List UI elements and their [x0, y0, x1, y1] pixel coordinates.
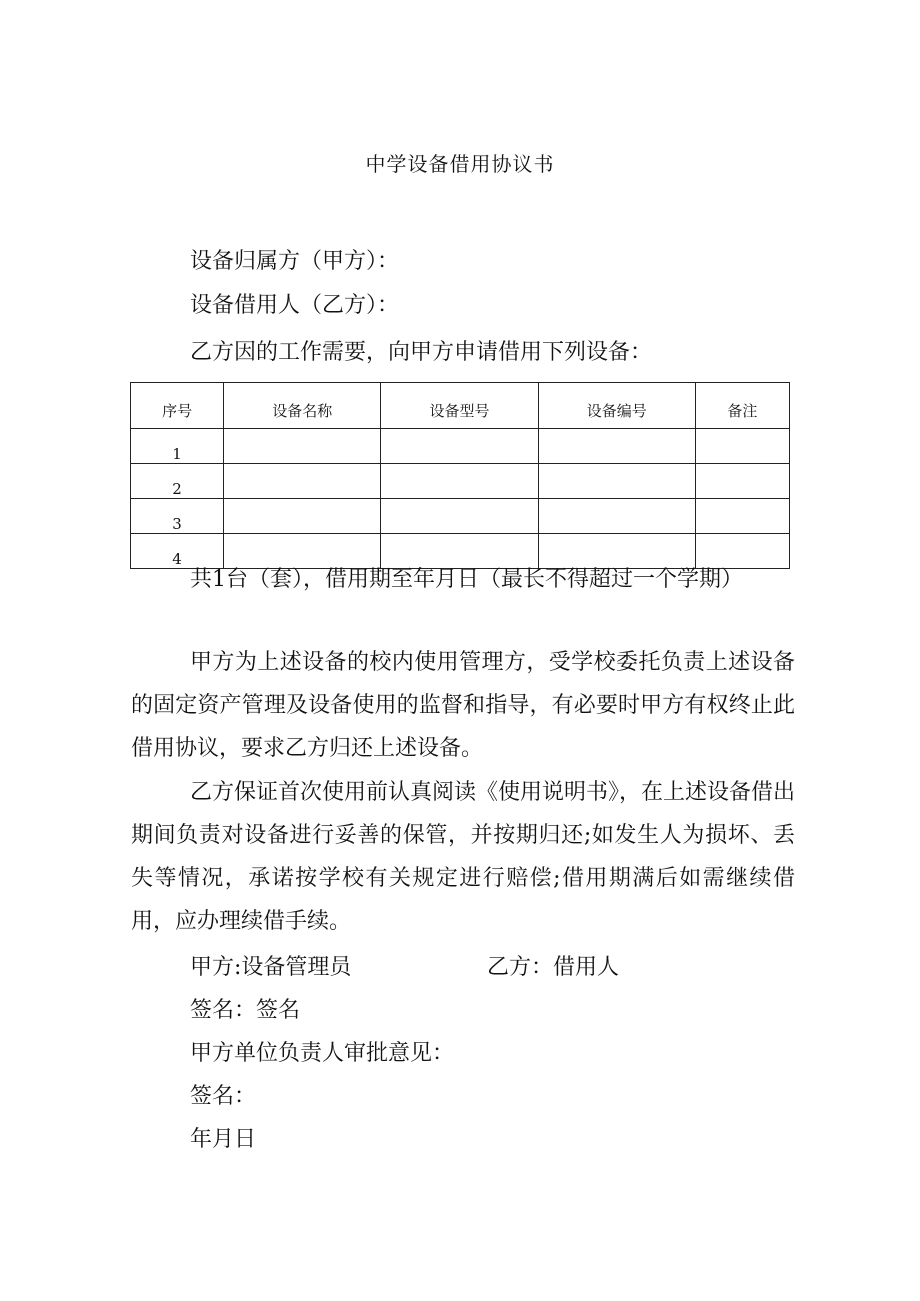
borrow-period-paragraph: 共1台（套），借用期至年月日（最长不得超过一个学期）: [190, 567, 743, 592]
party-b-paragraph: 乙方保证首次使用前认真阅读《使用说明书》，在上述设备借出期间负责对设备进行妥善的保管，并按期归还;如发生人为损坏、丢失等情况，承诺按学校有关规定进行赔偿;借用期满后如需继续借用，应办理续借手续。: [131, 780, 796, 934]
table-row: [131, 464, 790, 499]
owner-line: 设备归属方（甲方）：: [190, 249, 400, 274]
cell-remarks: [695, 499, 789, 534]
cell-remarks: [695, 429, 789, 464]
row-index: 3: [131, 499, 224, 534]
cell-equipment-number: [538, 429, 695, 464]
cell-equipment-name: [224, 464, 381, 499]
borrower-line: 设备借用人（乙方）：: [190, 293, 400, 318]
header-equipment-name: 设备名称: [224, 383, 381, 429]
cell-remarks: [695, 464, 789, 499]
intro-line: 乙方因的工作需要，向甲方申请借用下列设备：: [190, 340, 653, 365]
equipment-table: [130, 382, 790, 569]
cell-equipment-number: [538, 499, 695, 534]
header-equipment-number: 设备编号: [538, 383, 695, 429]
header-index: 序号: [131, 383, 224, 429]
cell-equipment-model: [381, 429, 538, 464]
approval-signature-line: 签名：: [190, 1084, 257, 1109]
party-a-signatory: 甲方:设备管理员: [190, 955, 352, 980]
cell-equipment-model: [381, 464, 538, 499]
table-row: [131, 429, 790, 464]
row-index: 1: [131, 429, 224, 464]
signature-line: 签名：签名: [190, 998, 301, 1023]
party-b-signatory: 乙方：借用人: [487, 955, 620, 980]
header-equipment-model: 设备型号: [381, 383, 538, 429]
row-index: 2: [131, 464, 224, 499]
date-line: 年月日: [190, 1127, 257, 1152]
party-a-paragraph: 甲方为上述设备的校内使用管理方，受学校委托负责上述设备的固定资产管理及设备使用的监督和指导，有必要时甲方有权终止此借用协议，要求乙方归还上述设备。: [131, 650, 795, 761]
row-index: 4: [131, 534, 224, 569]
table-header-row: [131, 383, 790, 429]
table-row: [131, 499, 790, 534]
cell-equipment-model: [381, 499, 538, 534]
cell-equipment-name: [224, 429, 381, 464]
document-title: 中学设备借用协议书: [365, 152, 555, 176]
header-remarks: 备注: [695, 383, 789, 429]
cell-equipment-name: [224, 499, 381, 534]
cell-equipment-number: [538, 464, 695, 499]
approval-line: 甲方单位负责人审批意见：: [190, 1041, 455, 1066]
